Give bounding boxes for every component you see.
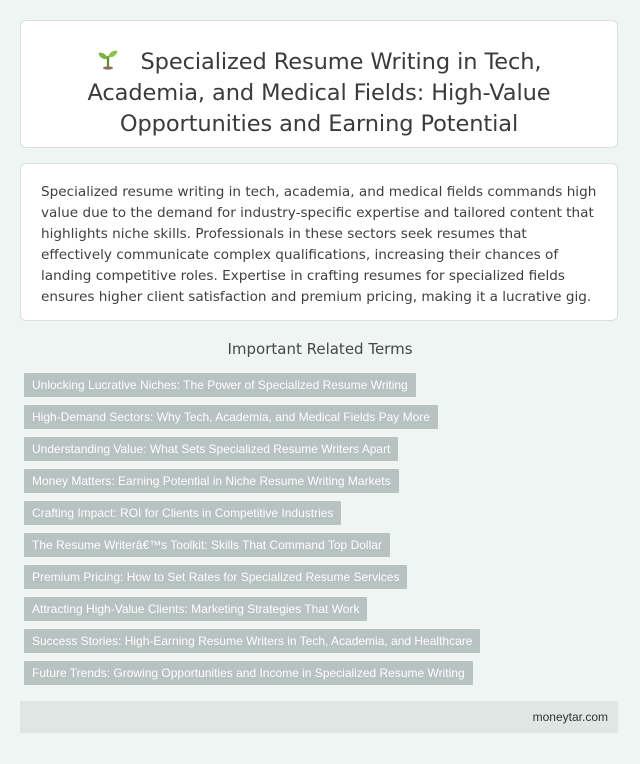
page-title: [45, 47, 593, 140]
related-term[interactable]: Premium Pricing: How to Set Rates for Specialized Resume Services: [24, 565, 407, 589]
related-term[interactable]: Understanding Value: What Sets Specialized Resume Writers Apart: [24, 437, 398, 461]
related-term[interactable]: The Resume Writerâ€™s Toolkit: Skills That Command Top Dollar: [24, 533, 390, 557]
related-term[interactable]: Money Matters: Earning Potential in Niche Resume Writing Markets: [24, 469, 399, 493]
related-term[interactable]: Attracting High-Value Clients: Marketing Strategies That Work: [24, 597, 367, 621]
summary-text: Specialized resume writing in tech, academia, and medical fields commands high value due to the demand for industry-specific expertise and tailored content that highlights niche skills. Professionals in these sectors seek resumes that effectively communicate complex qualifications, increasing their chances of landing competitive roles. Expertise in crafting resumes for specialized fields ensures higher client satisfaction and premium pricing, making it a lucrative gig.: [41, 184, 597, 305]
title-card: [20, 20, 618, 148]
summary-card: [20, 163, 618, 321]
footer-bar: [20, 701, 618, 733]
related-term[interactable]: Unlocking Lucrative Niches: The Power of Specialized Resume Writing: [24, 373, 416, 397]
page-title-text: Specialized Resume Writing in Tech, Academia, and Medical Fields: High-Value Opportunities and Earning Potential: [87, 49, 551, 137]
sprout-icon: [97, 48, 119, 70]
related-term[interactable]: High-Demand Sectors: Why Tech, Academia, and Medical Fields Pay More: [24, 405, 438, 429]
related-terms-list: [24, 373, 480, 693]
related-terms-heading: Important Related Terms: [227, 340, 413, 358]
footer-site-link[interactable]: moneytar.com: [532, 710, 608, 724]
related-term[interactable]: Success Stories: High-Earning Resume Writers in Tech, Academia, and Healthcare: [24, 629, 480, 653]
related-term[interactable]: Crafting Impact: ROI for Clients in Competitive Industries: [24, 501, 341, 525]
related-term[interactable]: Future Trends: Growing Opportunities and Income in Specialized Resume Writing: [24, 661, 473, 685]
